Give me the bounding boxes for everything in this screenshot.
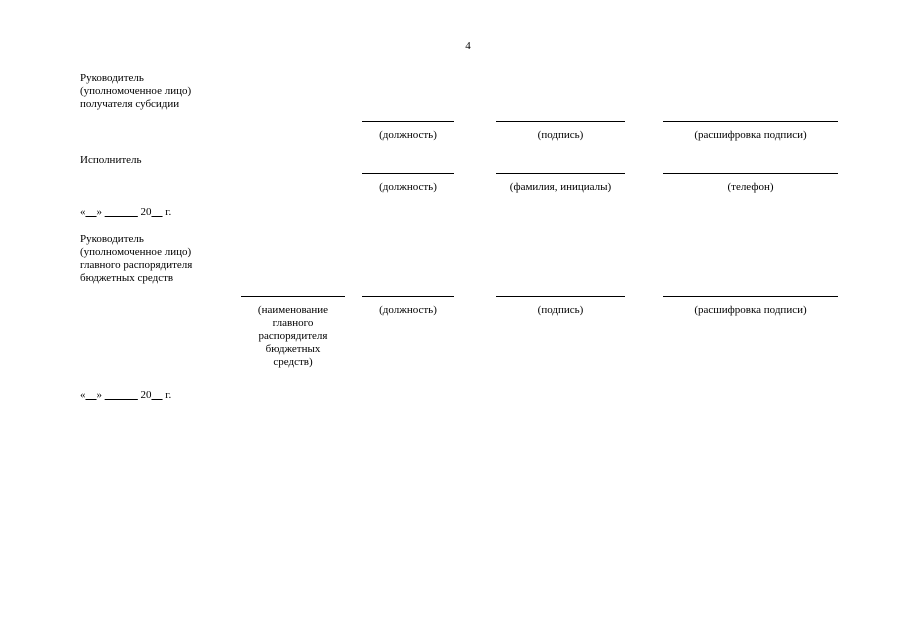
date-year-prefix: 20 [140, 389, 152, 401]
recipient-signature-line[interactable] [496, 121, 625, 122]
recipient-label-line: (уполномоченное лицо) [80, 85, 192, 97]
date-month-blank[interactable]: ______ [104, 206, 138, 218]
date-close-quote: » [96, 389, 102, 401]
org-name-caption-line: распорядителя [258, 330, 328, 342]
date-close-quote: » [96, 206, 102, 218]
date-year-suffix: г. [165, 389, 172, 401]
date-year-blank[interactable]: __ [151, 389, 163, 401]
executor-phone-line[interactable] [663, 173, 838, 174]
date-year-prefix: 20 [140, 206, 152, 218]
executor-position-caption: (должность) [379, 181, 437, 193]
recipient-label [80, 72, 191, 111]
manager-position-line[interactable] [362, 296, 454, 297]
manager-label-line: Руководитель [80, 233, 144, 245]
date-day-blank[interactable]: __ [85, 206, 97, 218]
executor-position-line[interactable] [362, 173, 454, 174]
manager-org-name-line[interactable] [241, 296, 345, 297]
manager-org-name-caption [241, 304, 345, 369]
org-name-caption-line: главного [272, 317, 314, 329]
org-name-caption-line: (наименование [257, 304, 329, 316]
executor-name-line[interactable] [496, 173, 625, 174]
manager-decoding-caption: (расшифровка подписи) [694, 304, 807, 316]
manager-label-line: бюджетных средств [80, 272, 174, 284]
manager-signature-line[interactable] [496, 296, 625, 297]
recipient-label-line: получателя субсидии [80, 98, 180, 110]
date-year-blank[interactable]: __ [151, 206, 163, 218]
recipient-position-line[interactable] [362, 121, 454, 122]
date-day-blank[interactable]: __ [85, 389, 97, 401]
manager-signature-caption: (подпись) [537, 304, 584, 316]
page-number: 4 [465, 40, 471, 52]
date-open-quote: « [80, 206, 86, 218]
date-month-blank[interactable]: ______ [104, 389, 138, 401]
org-name-caption-line: средств) [273, 356, 313, 368]
date-line-2 [80, 389, 171, 401]
manager-label-line: главного распорядителя [80, 259, 193, 271]
org-name-caption-line: бюджетных [265, 343, 321, 355]
recipient-decoding-caption: (расшифровка подписи) [694, 129, 807, 141]
manager-label-line: (уполномоченное лицо) [80, 246, 192, 258]
recipient-position-caption: (должность) [379, 129, 437, 141]
recipient-signature-caption: (подпись) [537, 129, 584, 141]
date-line-1 [80, 206, 171, 218]
manager-position-caption: (должность) [379, 304, 437, 316]
manager-decoding-line[interactable] [663, 296, 838, 297]
recipient-decoding-line[interactable] [663, 121, 838, 122]
executor-phone-caption: (телефон) [727, 181, 774, 193]
recipient-label-line: Руководитель [80, 72, 144, 84]
date-year-suffix: г. [165, 206, 172, 218]
manager-label [80, 233, 192, 285]
executor-label: Исполнитель [80, 154, 142, 166]
date-open-quote: « [80, 389, 86, 401]
executor-name-caption: (фамилия, инициалы) [509, 181, 612, 193]
